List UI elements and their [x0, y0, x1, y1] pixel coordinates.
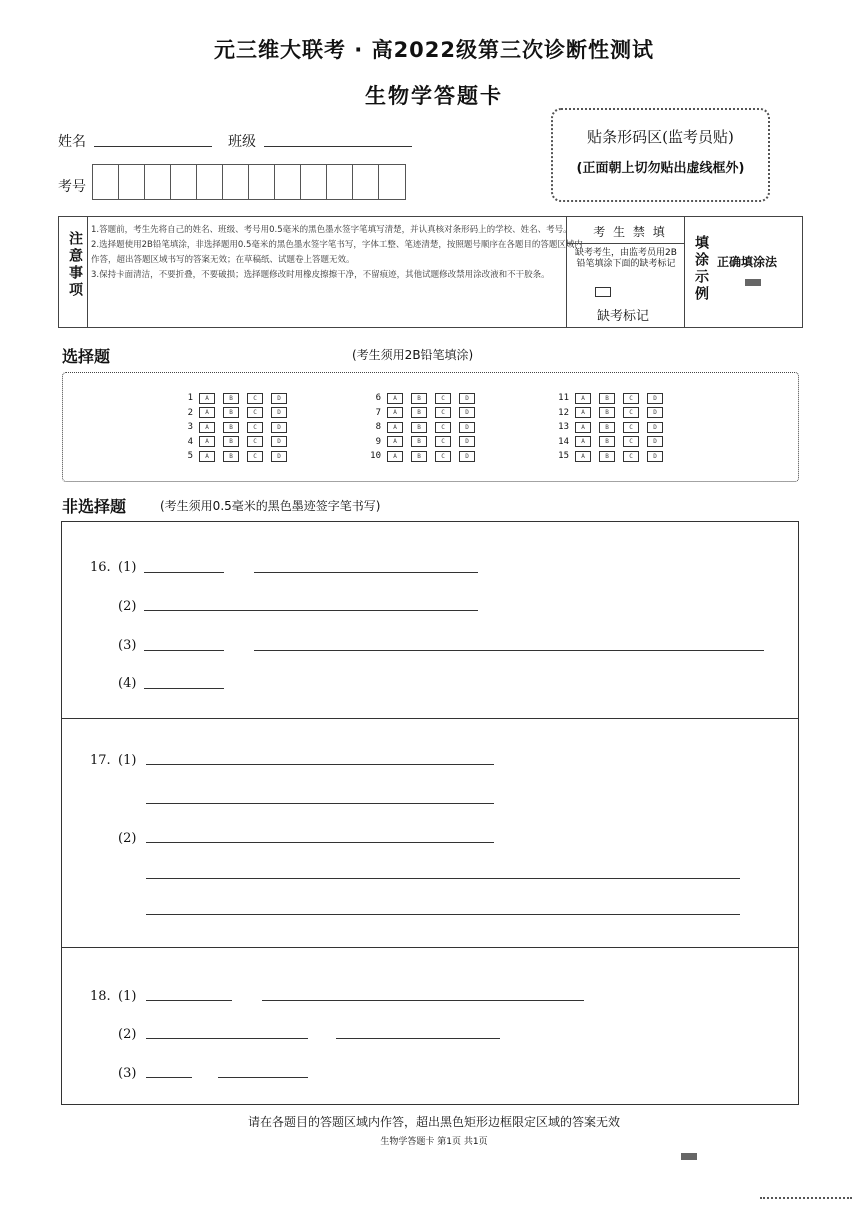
question-number: 7	[375, 407, 381, 418]
page-title: 元三维大联考 · 高2022级第三次诊断性测试	[213, 38, 655, 62]
answer-line[interactable]	[146, 878, 740, 879]
example-title: 填涂示例	[693, 235, 709, 303]
question-number: 10	[370, 451, 381, 462]
class-field[interactable]	[264, 146, 412, 147]
id-cell[interactable]	[197, 165, 223, 199]
option-bubble[interactable]: D	[647, 436, 663, 447]
answer-line[interactable]	[218, 1077, 308, 1078]
answer-line[interactable]	[146, 1077, 192, 1078]
option-bubble[interactable]: C	[435, 436, 451, 447]
question-number: 9	[375, 436, 381, 447]
option-bubble[interactable]: B	[223, 407, 239, 418]
option-bubble[interactable]: A	[575, 422, 591, 433]
option-bubble[interactable]: B	[411, 393, 427, 404]
question-number: 12	[558, 407, 569, 418]
option-bubble[interactable]: A	[387, 451, 403, 462]
answer-area	[61, 521, 799, 1105]
answer-line[interactable]	[146, 914, 740, 915]
answer-line[interactable]	[146, 803, 494, 804]
option-bubble[interactable]: C	[247, 436, 263, 447]
absent-label: 缺考标记	[597, 309, 650, 324]
option-bubble[interactable]: C	[435, 451, 451, 462]
option-bubble[interactable]: D	[459, 407, 475, 418]
nonchoice-note: (考生须用0.5毫米的黑色墨迹签字笔书写)	[160, 499, 381, 513]
choice-column	[551, 391, 671, 464]
q16-part: (2)	[118, 599, 137, 614]
question-row	[551, 449, 671, 464]
question-row	[551, 420, 671, 435]
option-bubble[interactable]: C	[435, 407, 451, 418]
q18-part: (3)	[118, 1066, 137, 1081]
option-bubble[interactable]: B	[599, 393, 615, 404]
option-bubble[interactable]: B	[411, 436, 427, 447]
option-bubble[interactable]: B	[411, 422, 427, 433]
question-row	[363, 449, 483, 464]
option-bubble[interactable]: B	[599, 451, 615, 462]
question-number: 11	[558, 393, 569, 404]
question-number: 13	[558, 422, 569, 433]
answer-line[interactable]	[146, 842, 494, 843]
question-number: 6	[375, 393, 381, 404]
notice-item: 1.答题前，考生先将自己的姓名、班级、考号用0.5毫米的黑色墨水签字笔填写清楚，并认真核对条形码上的学校、姓名、考号。	[91, 225, 572, 235]
question-number: 14	[558, 436, 569, 447]
q17-number: 17.	[90, 753, 111, 768]
id-cell[interactable]	[275, 165, 301, 199]
forbidden-text: 缺考考生，由监考员用2B铅笔填涂下面的缺考标记	[575, 248, 677, 269]
option-bubble[interactable]: B	[411, 451, 427, 462]
name-label: 姓名	[58, 134, 86, 150]
option-bubble[interactable]: B	[223, 436, 239, 447]
option-bubble[interactable]: B	[411, 407, 427, 418]
q16-number: 16.	[90, 560, 111, 575]
notice-box	[58, 216, 803, 328]
option-bubble[interactable]: C	[623, 451, 639, 462]
q16-part: (3)	[118, 638, 137, 653]
name-field[interactable]	[94, 146, 212, 147]
option-bubble[interactable]: D	[647, 393, 663, 404]
answer-line[interactable]	[144, 572, 224, 573]
option-bubble[interactable]: C	[247, 451, 263, 462]
option-bubble[interactable]: C	[623, 393, 639, 404]
id-cell[interactable]	[353, 165, 379, 199]
id-cell[interactable]	[145, 165, 171, 199]
id-label: 考号	[58, 179, 86, 195]
question-row	[175, 449, 295, 464]
option-bubble[interactable]: B	[599, 407, 615, 418]
option-bubble[interactable]: C	[435, 422, 451, 433]
option-bubble[interactable]: C	[247, 393, 263, 404]
question-row	[175, 420, 295, 435]
question-number: 5	[187, 451, 193, 462]
option-bubble[interactable]: A	[387, 393, 403, 404]
option-bubble[interactable]: A	[387, 422, 403, 433]
option-bubble[interactable]: D	[459, 436, 475, 447]
option-bubble[interactable]: D	[459, 451, 475, 462]
answer-line[interactable]	[146, 1038, 308, 1039]
option-bubble[interactable]: C	[435, 393, 451, 404]
barcode-title: 贴条形码区(监考员贴)	[587, 128, 734, 146]
question-row	[551, 391, 671, 406]
question-row	[363, 391, 483, 406]
notice-title: 注意事项	[67, 231, 83, 299]
choice-title: 选择题	[62, 347, 111, 366]
choice-area	[62, 372, 799, 482]
answer-line[interactable]	[146, 764, 494, 765]
id-cell[interactable]	[119, 165, 145, 199]
option-bubble[interactable]: A	[199, 422, 215, 433]
forbidden-title: 考 生 禁 填	[593, 225, 667, 239]
option-bubble[interactable]: C	[623, 407, 639, 418]
answer-line[interactable]	[254, 650, 764, 651]
question-number: 4	[187, 436, 193, 447]
option-bubble[interactable]: C	[623, 422, 639, 433]
option-bubble[interactable]: C	[623, 436, 639, 447]
option-bubble[interactable]: D	[647, 451, 663, 462]
option-bubble[interactable]: A	[575, 436, 591, 447]
id-cell[interactable]	[223, 165, 249, 199]
option-bubble[interactable]: B	[223, 451, 239, 462]
option-bubble[interactable]: C	[247, 422, 263, 433]
option-bubble[interactable]: D	[271, 451, 287, 462]
question-row	[175, 406, 295, 421]
question-row	[175, 391, 295, 406]
page-number: 生物学答题卡 第1页 共1页	[380, 1137, 488, 1147]
answer-line[interactable]	[254, 572, 478, 573]
answer-line[interactable]	[144, 688, 224, 689]
option-bubble[interactable]: D	[271, 422, 287, 433]
option-bubble[interactable]: D	[647, 422, 663, 433]
notice-item: 3.保持卡面清洁，不要折叠，不要破损；选择题修改时用橡皮擦擦干净，不留痕迹，其他试题修改禁用涂改液和不干胶条。	[91, 270, 550, 280]
q17-part: (1)	[118, 753, 137, 768]
question-number: 1	[187, 393, 193, 404]
option-bubble[interactable]: D	[647, 407, 663, 418]
option-bubble[interactable]: D	[271, 393, 287, 404]
answer-line[interactable]	[144, 610, 478, 611]
option-bubble[interactable]: B	[223, 422, 239, 433]
option-bubble[interactable]: D	[271, 407, 287, 418]
option-bubble[interactable]: A	[575, 451, 591, 462]
answer-line[interactable]	[146, 1000, 232, 1001]
id-cell[interactable]	[93, 165, 119, 199]
class-label: 班级	[228, 134, 256, 150]
question-row	[363, 406, 483, 421]
option-bubble[interactable]: D	[459, 422, 475, 433]
option-bubble[interactable]: A	[199, 451, 215, 462]
timing-mark	[681, 1153, 697, 1160]
barcode-area	[551, 108, 770, 202]
question-row	[363, 420, 483, 435]
question-number: 8	[375, 422, 381, 433]
notice-item: 2.选择题使用2B铅笔填涂，非选择题用0.5毫米的黑色墨水签字笔书写，字体工整、笔迹清楚，按照题号顺序在各题目的答题区域内作答，超出答题区域书写的答案无效；在草稿纸、试题卷上答题无效。	[91, 240, 583, 265]
option-bubble[interactable]: A	[199, 407, 215, 418]
answer-line[interactable]	[336, 1038, 500, 1039]
option-bubble[interactable]: C	[247, 407, 263, 418]
notice-items	[91, 223, 591, 283]
question-row	[551, 435, 671, 450]
question-number: 2	[187, 407, 193, 418]
option-bubble[interactable]: D	[271, 436, 287, 447]
answer-line[interactable]	[144, 650, 224, 651]
choice-column	[363, 391, 483, 464]
question-row	[551, 406, 671, 421]
barcode-note: (正面朝上切勿贴出虚线框外)	[576, 161, 745, 176]
dotted-rule	[760, 1197, 852, 1199]
option-bubble[interactable]: A	[199, 436, 215, 447]
filled-mark-example	[745, 279, 761, 286]
option-bubble[interactable]: A	[575, 407, 591, 418]
absent-box[interactable]	[595, 287, 611, 297]
id-cell[interactable]	[327, 165, 353, 199]
id-cell[interactable]	[379, 165, 405, 199]
option-bubble[interactable]: B	[599, 436, 615, 447]
option-bubble[interactable]: A	[199, 393, 215, 404]
choice-column	[175, 391, 295, 464]
id-grid[interactable]	[92, 164, 406, 200]
question-number: 15	[558, 451, 569, 462]
question-number: 3	[187, 422, 193, 433]
footer-warning: 请在各题目的答题区域内作答，超出黑色矩形边框限定区域的答案无效	[247, 1115, 620, 1129]
option-bubble[interactable]: B	[223, 393, 239, 404]
q16-part: (1)	[118, 560, 137, 575]
option-bubble[interactable]: A	[575, 393, 591, 404]
q18-part: (1)	[118, 989, 137, 1004]
q18-number: 18.	[90, 989, 111, 1004]
q18-part: (2)	[118, 1027, 137, 1042]
nonchoice-title: 非选择题	[62, 497, 127, 516]
question-row	[363, 435, 483, 450]
option-bubble[interactable]: A	[387, 436, 403, 447]
option-bubble[interactable]: A	[387, 407, 403, 418]
id-cell[interactable]	[249, 165, 275, 199]
id-cell[interactable]	[301, 165, 327, 199]
choice-note: (考生须用2B铅笔填涂)	[352, 348, 474, 362]
q17-part: (2)	[118, 831, 137, 846]
q16-part: (4)	[118, 676, 137, 691]
id-cell[interactable]	[171, 165, 197, 199]
question-row	[175, 435, 295, 450]
answer-line[interactable]	[262, 1000, 584, 1001]
example-label: 正确填涂法	[717, 255, 778, 269]
page-subtitle: 生物学答题卡	[365, 84, 503, 108]
option-bubble[interactable]: B	[599, 422, 615, 433]
option-bubble[interactable]: D	[459, 393, 475, 404]
